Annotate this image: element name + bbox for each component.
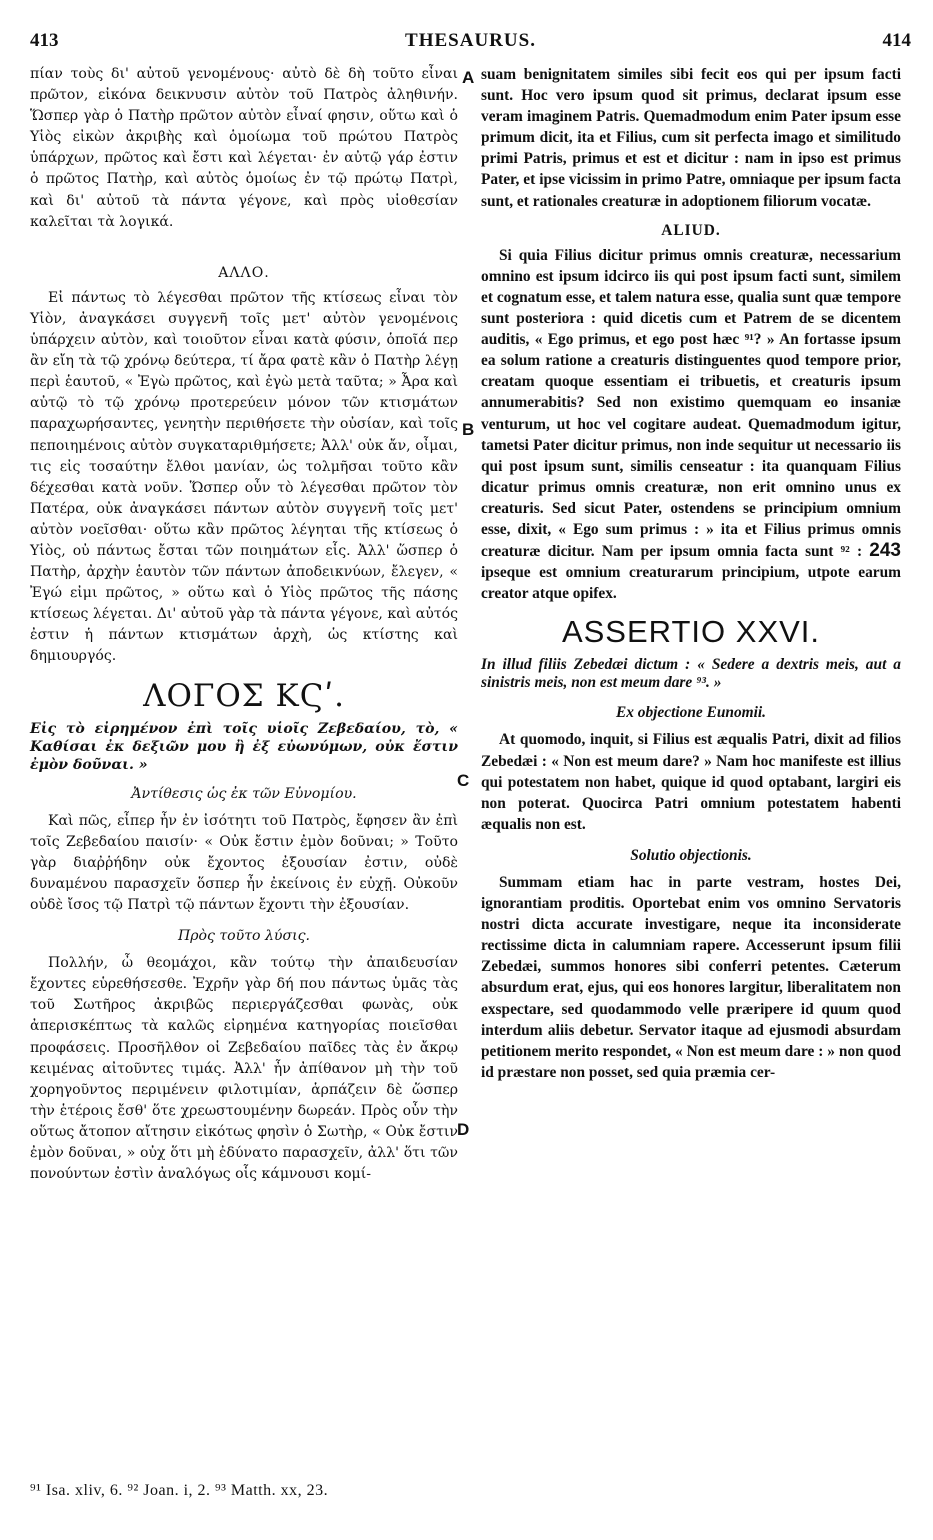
left-page-number: 413: [30, 30, 59, 51]
latin-column: [481, 64, 901, 1083]
page-header: [30, 30, 911, 60]
margin-letter-d: D: [457, 1120, 470, 1139]
greek-chapter-title: Εἰς τὸ εἰρημένον ἐπὶ τοῖς υἱοῖς Ζεβεδαίου, τὸ, « Καθίσαι ἐκ δεξιῶν μου ἢ ἐξ εὐωνύμων, οὐκ ἔστιν ἐμὸν δοῦναι. »: [30, 720, 458, 773]
latin-chapter-heading: ASSERTIO XXVI.: [561, 614, 821, 650]
latin-subheading: Ex objectione Eunomii.: [615, 704, 767, 722]
greek-chapter-heading: ΛΟΓΟΣ ΚϚʹ.: [143, 677, 345, 714]
latin-paragraph: [481, 245, 901, 605]
latin-text: Si quia Filius dicitur primus omnis creaturæ, necessarium omnino est ipsum idcirco iis qui post ipsum facti sunt, similem et cognatum esse, et talem natura esse, qualia sunt quæ tempore sunt posteriora : quid dicetis cum et Patrem de se dicentem auditis, « Ego primus, et ego post hæc ⁹¹? » An fortasse ipsum ea solum ratione a creaturis distinguentes quod tempore prior, creatam quoque essentiam ei tribuetis, et creaturis ipsum annumerabitis? Sed non existimo quemquam eo insaniæ venturum, ut hoc vel cogitare audeat. Quemadmodum igitur, tametsi Pater dicitur primus, non inde sequitur ut necessario iis qui post ipsum sunt, similis censeatur : ita quanquam Filius dicatur primus omnis creaturæ, non erit omnino unus ex creaturis. Sed sicut Pater, ostendens se principium omnium esse, dixit, « Ego sum primus : » ita et Filius primus omnis creaturæ dicitur. Nam per ipsum omnia facta sunt ⁹² :: [481, 246, 901, 561]
footnotes: ⁹¹ Isa. xliv, 6. ⁹² Joan. i, 2. ⁹³ Matth. xx, 23.: [30, 1482, 329, 1499]
greek-section-heading: ΑΛΛΟ.: [218, 264, 270, 281]
margin-letter-c: C: [457, 771, 470, 790]
greek-paragraph: Εἰ πάντως τὸ λέγεσθαι πρῶτον τῆς κτίσεως εἶναι τὸν Υἱὸν, ἀναγκάσει συγγενῆ τοῖς μετ' αὐτὸν γενομένοις ὑπάρχειν αὐτὸν, καὶ τοιοῦτον εἶναι κατὰ φύσιν, ὁποῖά περ ἂν εἴη τὰ τῷ χρόνῳ δεύτερα, τί ἄρα φατὲ κἂν ὁ Πατὴρ λέγῃ περὶ ἑαυτοῦ, « Ἐγὼ πρῶτος, καὶ ἐγὼ μετὰ ταῦτα; » Ἆρα καὶ αὐτῷ τὸ τῷ χρόνῳ προτερεύειν μόνον τῶν κτισμάτων παραχωρήσαντες, γενητὴν περιθήσετε τὴν οὐσίαν, καὶ τοῖς πεποιημένοις αὐτὸν συγκαταριθμήσετε; Ἀλλ' οὐκ ἄν, οἶμαι, τις εἰς τοσαύτην ἔλθοι μανίαν, ὡς τολμῆσαι τοῦτο κἂν δέχεσθαι κατὰ νοῦν. Ὥσπερ οὖν τὸ λέγεσθαι πρῶτον τὸν Πατέρα, οὐκ ἀναγκάσει πάντων αὐτὸν συγγενῆ τοῖς μετ' αὐτὸν νοεῖσθαι· οὕτω κἂν πρῶτος λέγηται τῆς κτίσεως ὁ Υἱὸς, οὐ πάντως ἔσται τῶν ποιημάτων εἷς. Ἀλλ' ὥσπερ ὁ Πατὴρ, ἀρχὴν ἑαυτὸν τῶν πάντων ἀποδεικνύων, ἔλεγεν, « Ἐγώ εἰμι πρῶτος, » οὕτω καὶ ὁ Υἱὸς πρῶτος τῆς πάσης κτίσεως λέγεται. Δι' αὐτοῦ γὰρ τὰ πάντα γέγονε, καὶ αὐτός ἐστιν ἡ πάντων κτισμάτων ἀρχὴ, ὡς κτίστης καὶ δημιουργός.: [30, 289, 458, 665]
latin-paragraph: suam benignitatem similes sibi fecit eos qui per ipsum facti sunt. Hoc vero ipsum quod sit primus, declarat ipsum esse veram imaginem Patris. Quemadmodum enim Pater ipsum esse primum dicit, ita et Filius, cum sit perfecta imago et similitudo primi Patris, primus et est et dicitur : nam in ipso est primus Pater, et ipse vicissim in primo Patre, omniaque per ipsum facta sunt, et rationales creaturæ in adoptionem filiorum vocatæ.: [481, 66, 901, 210]
latin-paragraph: At quomodo, inquit, si Filius est æqualis Patri, dixit ad filios Zebedæi : « Non est meum dare? » Nam hoc manifeste est illius qui potestatem non habet, quique id quod optabant, largiri eis non poterat. Quocirca Patri omnium potestatem habenti æqualis non est.: [481, 731, 901, 833]
latin-text: ipseque est omnium creaturarum principium, utpote earum creator atque opifex.: [481, 564, 901, 603]
latin-chapter-title: In illud filiis Zebedæi dictum : « Sedere a dextris meis, aut a sinistris meis, non est meum dare ⁹³. »: [481, 656, 901, 692]
greek-paragraph: Πολλήν, ὦ θεομάχοι, κἂν τούτῳ τὴν ἀπαιδευσίαν ἔχοντες εὑρεθήσεσθε. Ἐχρῆν γὰρ δή που πάντως ὑμᾶς τὰς τοῦ Σωτῆρος ἀκριβῶς περιεργάζεσθαι φωνὰς, οὐκ ἀπερισκέπτως τὰ καλῶς εἰρημένα κατηγορίας ποιεῖσθαι προφάσεις. Προσῆλθον οἱ Ζεβεδαίου παῖδες τὰς ἐν ἄκρῳ κειμένας αἰτοῦντες τιμάς. Ἀλλ' ἦν ἀπίθανον μὴ τὴν τοῦ χορηγοῦντος περιμένειν φιλοτιμίαν, ἁρπάζειν δὲ ὥσπερ τὴν ἑτέροις ἔσθ' ὅτε χρεωστουμένην δωρεάν. Πρὸς οὖν τὴν οὕτως ἄτοπον αἴτησιν εἰκότως φησὶν ὁ Σωτὴρ, « Οὐκ ἔστιν ἐμὸν δοῦναι, » οὐχ ὅτι μὴ ἐδύνατο παρασχεῖν, ἀλλ' ὅτι τῶν πονούντων ἐστὶν ἀναλόγως οἷς κάμνουσι κομί-: [30, 955, 458, 1183]
margin-letter-a: A: [462, 68, 475, 87]
column-number: 243: [869, 540, 901, 562]
latin-subheading: Solutio objectionis.: [630, 846, 752, 864]
greek-column: [30, 64, 458, 1185]
latin-section-heading: ALIUD.: [661, 221, 721, 239]
greek-subheading: Ἀντίθεσις ὡς ἐκ τῶν Εὐνομίου.: [131, 785, 357, 802]
margin-letter-b: B: [462, 420, 475, 439]
greek-subheading: Πρὸς τοῦτο λύσις.: [177, 928, 311, 945]
running-title: THESAURUS.: [405, 30, 536, 51]
latin-paragraph: Summam etiam hac in parte vestram, hostes Dei, ignorantiam proditis. Oportebat enim vos omnino Servatoris nostri dicta accurate investigare, neque ita inconsiderate rectissime dicta in calumniam rapere. Accesserunt ipsum filii Zebedæi, summos honores sibi conferri petentes. Cæterum absurdum erat, ejus, qui eos honores largitur, liberalitatem non exspectare, sed quodammodo velle præripere id quum quod interdum aliis debetur. Servator itaque ad ejusmodi absurdam petitionem merito respondet, « Non est meum dare : » non quod id præstare non posset, sed quia præmia cer-: [481, 874, 901, 1081]
right-page-number: 414: [882, 30, 911, 51]
greek-paragraph: Καὶ πῶς, εἶπερ ἦν ἐν ἰσότητι τοῦ Πατρὸς, ἔφησεν ἂν ἐπὶ τοῖς Ζεβεδαίου παισίν· « Οὐκ ἔστιν ἐμὸν δοῦναι; » Τοῦτο γὰρ διαῤῥήδην οὐκ ἔχοντος ἐξουσίαν ἐστιν, οὐδὲ δυναμένου παρασχεῖν ὅσπερ ἦν ἐκείνοις ἐν εὐχῇ. Οὐκοῦν οὐδὲ ἴσος τῷ Πατρὶ τῷ πάντων ἔχοντι τὴν ἐξουσίαν.: [30, 812, 458, 913]
greek-paragraph: πίαν τοὺς δι' αὐτοῦ γενομένους· αὐτὸ δὲ δὴ τοῦτο εἶναι πρῶτον, εἰκόνα δεικνυσιν αὐτὸν τοῦ Πατρὸς ἀληθινήν. Ὥσπερ γὰρ ὁ Πατὴρ πρῶτον αὐτὸν εἶναί φησιν, οὕτω καὶ ὁ Υἱὸς εἰκὼν ἀκριβὴς καὶ ὁμοίωμα τοῦ πρώτου Πατρὸς ὑπάρχων, πρῶτος καὶ ἔστι καὶ λέγεται· ἐν αὐτῷ γάρ ἐστιν ὁ πρῶτος Πατὴρ, καὶ αὐτὸς ὁμοίως ἐν τῷ πρώτῳ Πατρὶ, καὶ δι' αὐτοῦ τὰ πάντα γέγονε, καὶ πρὸς υἱοθεσίαν καλεῖται τὰ λογικά.: [30, 66, 458, 230]
